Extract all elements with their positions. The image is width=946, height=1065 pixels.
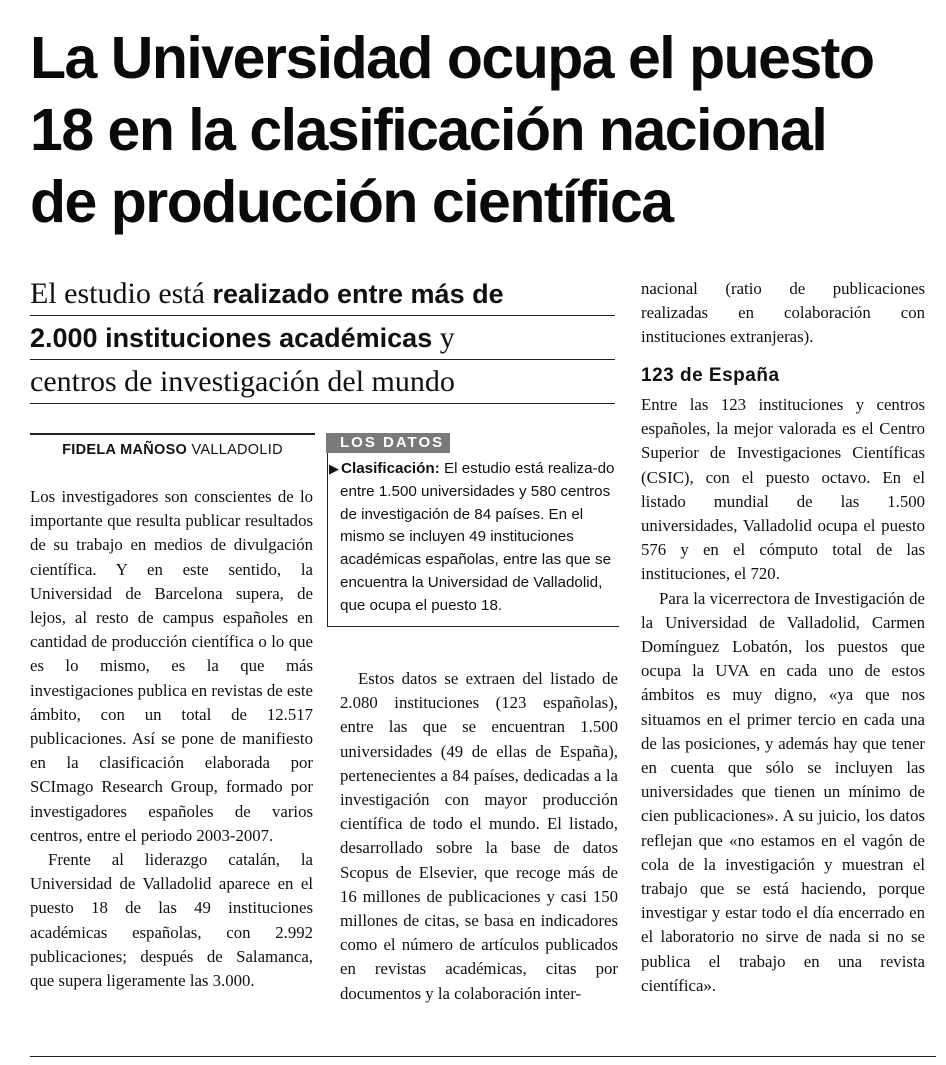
byline-author: FIDELA MAÑOSO [62, 442, 188, 458]
paragraph-continuation: nacional (ratio de publicaciones realizadas en colaboración con instituciones extranjeras). [641, 279, 925, 347]
datos-label: LOS DATOS [326, 433, 450, 453]
bottom-divider [30, 1056, 936, 1057]
headline-line-2: 18 en la clasificación nacional [30, 97, 827, 163]
article-column-3 [641, 393, 925, 998]
subtitle-bold-2: 2.000 instituciones académicas [30, 323, 433, 353]
byline-place: VALLADOLID [191, 442, 283, 458]
article-column-2 [340, 667, 618, 1006]
paragraph: Frente al liderazgo catalán, la Universidad de Valladolid aparece en el puesto 18 de las 49 instituciones académicas españolas, con 2.992 publicaciones; después de Salamanca, que supera ligeramente las 3.000. [30, 850, 313, 991]
subtitle-bold-1: realizado entre más de [212, 279, 504, 309]
section-title: 123 de España [641, 365, 780, 386]
byline [30, 433, 315, 458]
paragraph: Entre las 123 instituciones y centros españoles, la mejor valorada es el Centro Superior de Investigaciones Científicas (CSIC), con el puesto octavo. En el listado mundial de las 1.500 universidades, Valladolid ocupa el puesto 576 y en el cómputo total de las instituciones, el 720. [641, 395, 925, 584]
datos-sidebar-box [326, 433, 619, 627]
paragraph: Los investigadores son conscientes de lo importante que resulta publicar resultados de su trabajo en medios de divulgación científica. Y en este sentido, la Universidad de Barcelona supera, de lejos, al resto de campus españoles en cantidad de producción científica o lo que es lo mismo, es la que más investigaciones publica en revistas de este ámbito, con un total de 12.517 publicaciones. Así se pone de manifiesto en la clasificación elaborada por SCImago Research Group, formado por investigadores españoles de varios centros, entre el periodo 2003-2007. [30, 487, 313, 845]
subtitle-line-2 [30, 316, 615, 360]
paragraph: Estos datos se extraen del listado de 2.080 instituciones (123 españolas), entre las que se encuentran 1.500 universidades (49 de ellas de España), pertenecientes a 84 países, dedicadas a la investigación con mayor producción científica de todo el mundo. El listado, desarrollado sobre la base de datos Scopus de Elsevier, que recoge más de 16 millones de publicaciones y casi 150 millones de citas, se basa en indicadores como el número de artículos publicados en revistas académicas, citas por documentos y la colaboración inter- [340, 669, 618, 1003]
headline [30, 22, 930, 238]
subtitle-line-3: centros de investigación del mundo [30, 360, 615, 404]
subtitle [30, 272, 615, 404]
article-column-1 [30, 485, 313, 993]
article-column-3-top [641, 277, 925, 350]
subtitle-text-2: y [432, 321, 455, 354]
datos-text: El estudio está realiza-do entre 1.500 universidades y 580 centros de investigación de 84 países. En el mismo se incluyen 49 instituciones académicas españolas, entre las que se encuentra la Universidad de Valladolid, que ocupa el puesto 18. [340, 460, 615, 614]
paragraph: Para la vicerrectora de Investigación de la Universidad de Valladolid, Carmen Domínguez Lobatón, los puestos que ocupa la UVA en cada uno de estos ámbitos es muy digno, «ya que nos situamos en el primer tercio en cada una de las posiciones, y además hay que tener en cuenta que sólo se incluyen las universidades que tienen un mínimo de cien publicaciones». A su juicio, los datos reflejan que «no estamos en el vagón de cola de la investigación y muestran el trabajo que se está haciendo, porque investigar y estar todo el día encerrado en el laboratorio no sirve de nada si no se publica el trabajo en una revista científica». [641, 588, 925, 995]
subtitle-text-1: El estudio está [30, 277, 213, 310]
datos-lead: Clasificación: [341, 460, 440, 477]
triangle-arrow-icon: ▶ [329, 461, 339, 476]
headline-line-3: de producción científica [30, 169, 673, 235]
headline-line-1: La Universidad ocupa el puesto [30, 25, 874, 91]
subtitle-line-1 [30, 272, 615, 316]
datos-body [327, 453, 619, 627]
